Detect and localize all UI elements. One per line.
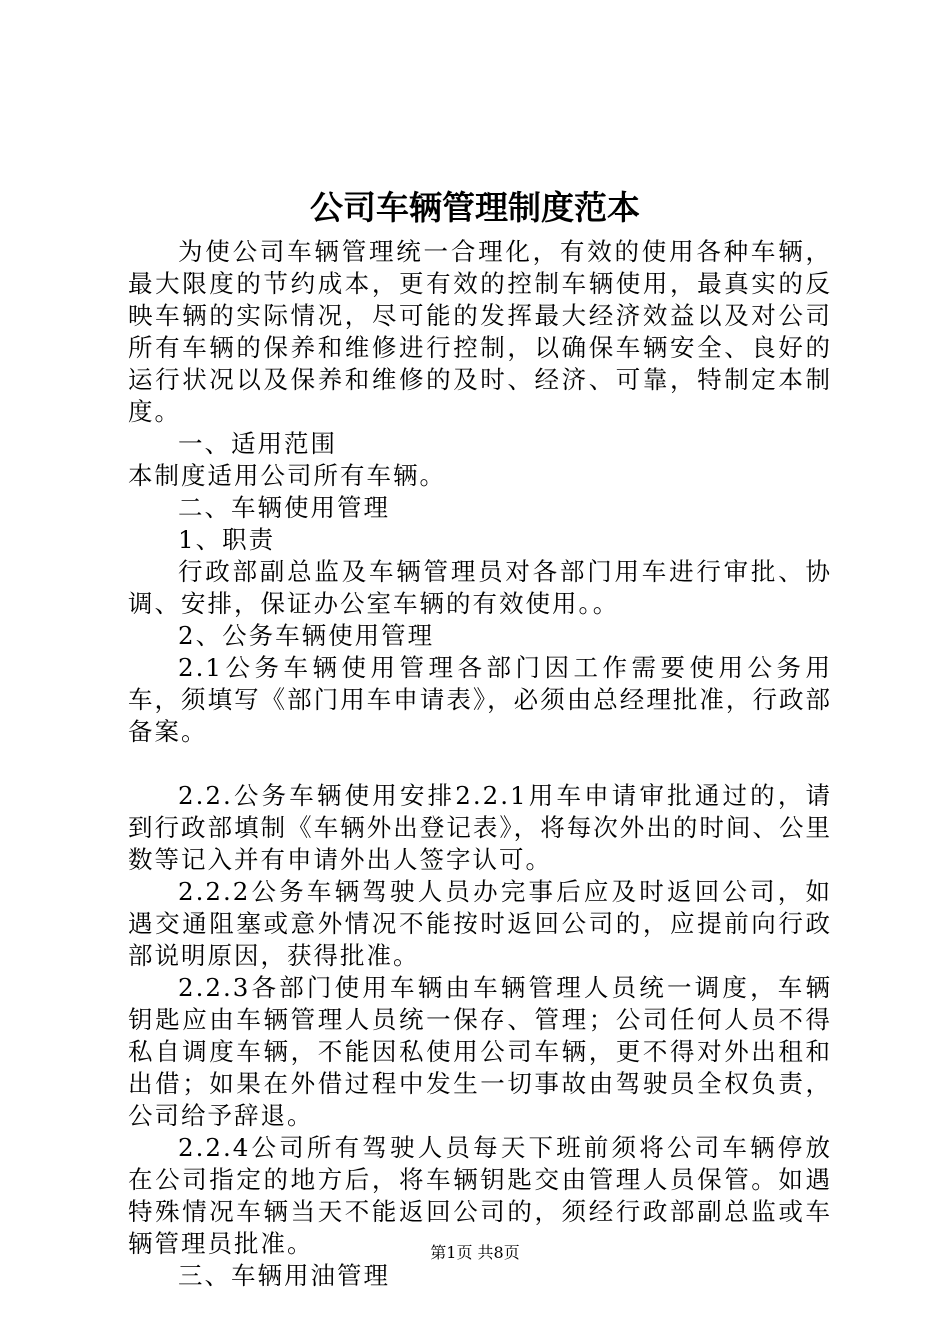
document-body — [128, 236, 832, 1292]
clause-2-2-4-paragraph: 2.2.4公司所有驾驶人员每天下班前须将公司车辆停放在公司指定的地方后，将车辆钥匙交由管理人员保管。如遇特殊情况车辆当天不能返回公司的，须经行政部副总监或车辆管理员批准。 — [128, 1133, 832, 1258]
clause-2-2-2-paragraph: 2.2.2公务车辆驾驶人员办完事后应及时返回公司，如遇交通阻塞或意外情况不能按时返回公司的，应提前向行政部说明原因，获得批准。 — [128, 877, 832, 970]
section-heading-vehicle-use: 二、车辆使用管理 — [178, 493, 390, 522]
intro-paragraph: 为使公司车辆管理统一合理化，有效的使用各种车辆，最大限度的节约成本，更有效的控制车辆使用，最真实的反映车辆的实际情况，尽可能的发挥最大经济效益以及对公司所有车辆的保养和维修进行控制，以确保车辆安全、良好的运行状况以及保养和维修的及时、经济、可靠，特制定本制度。 — [128, 237, 832, 426]
subsection-heading-official-use: 2、公务车辆使用管理 — [178, 621, 435, 650]
subsection-heading-duties: 1、职责 — [178, 525, 276, 554]
clause-2-2-3-paragraph: 2.2.3各部门使用车辆由车辆管理人员统一调度，车辆钥匙应由车辆管理人员统一保存、管理；公司任何人员不得私自调度车辆，不能因私使用公司车辆，更不得对外出租和出借；如果在外借过程中发生一切事故由驾驶员全权负责，公司给予辞退。 — [128, 973, 832, 1130]
section-heading-fuel: 三、车辆用油管理 — [178, 1261, 390, 1290]
duties-paragraph: 行政部副总监及车辆管理员对各部门用车进行审批、协调、安排，保证办公室车辆的有效使用。。 — [128, 557, 832, 618]
scope-paragraph: 本制度适用公司所有车辆。 — [128, 461, 446, 490]
document-title: 公司车辆管理制度范本 — [310, 188, 640, 227]
clause-2-2-paragraph: 2.2.公务车辆使用安排2.2.1用车申请审批通过的，请到行政部填制《车辆外出登记表》，将每次外出的时间、公里数等记入并有申请外出人签字认可。 — [128, 781, 832, 874]
page-footer: 第1页 共8页 — [430, 1243, 520, 1262]
section-heading-scope: 一、适用范围 — [178, 429, 337, 458]
clause-2-1-paragraph: 2.1公务车辆使用管理各部门因工作需要使用公务用车，须填写《部门用车申请表》，必须由总经理批准，行政部备案。 — [128, 653, 832, 746]
